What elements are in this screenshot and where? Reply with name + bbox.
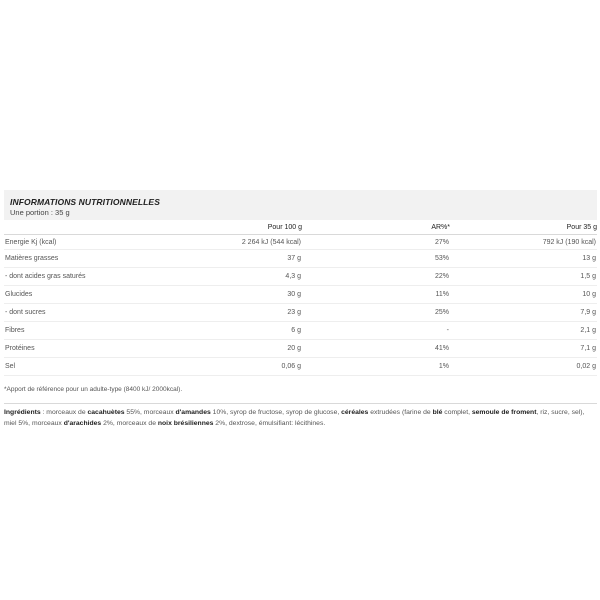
ingredient-highlight: d'amandes bbox=[175, 409, 211, 416]
value-per-35g: 2,1 g bbox=[580, 327, 596, 334]
nutrient-label: Fibres bbox=[5, 327, 25, 334]
ingredients-text bbox=[4, 407, 597, 429]
ingredient-highlight: cacahuètes bbox=[87, 409, 125, 416]
nutrient-label: - dont sucres bbox=[5, 309, 46, 316]
ingredient-text: 10%, syrop de fructose, syrop de glucose, bbox=[210, 409, 342, 416]
ingredient-text: complet, bbox=[442, 409, 472, 416]
nutrient-label: Energie Kj (kcal) bbox=[5, 238, 57, 246]
nutrient-label: - dont acides gras saturés bbox=[5, 273, 86, 280]
value-ar: 25% bbox=[434, 309, 449, 316]
nutrition-panel bbox=[4, 190, 597, 429]
table-row bbox=[4, 286, 597, 304]
value-per-100g: 23 g bbox=[287, 309, 301, 316]
column-header-ar: AR%* bbox=[302, 220, 450, 235]
divider bbox=[4, 403, 597, 404]
nutrient-label: Matières grasses bbox=[5, 255, 59, 262]
column-header-per-100g: Pour 100 g bbox=[154, 220, 302, 235]
value-ar: 22% bbox=[434, 273, 449, 280]
value-ar: 41% bbox=[434, 345, 449, 352]
value-ar: 11% bbox=[435, 291, 449, 298]
value-ar: - bbox=[446, 327, 449, 334]
table-row bbox=[4, 322, 597, 340]
value-per-100g: 37 g bbox=[287, 255, 301, 262]
ingredient-highlight: céréales bbox=[341, 409, 369, 416]
value-per-100g: 2 264 kJ (544 kcal) bbox=[241, 238, 301, 246]
value-per-100g: 4,3 g bbox=[285, 273, 301, 280]
value-per-35g: 7,9 g bbox=[580, 309, 596, 316]
nutrition-rows bbox=[4, 235, 597, 376]
reference-footnote: *Apport de référence pour un adulte-type (8400 kJ/ 2000kcal). bbox=[4, 386, 183, 393]
nutrient-label: Glucides bbox=[5, 291, 33, 298]
ingredient-text: 2%, dextrose, émulsifiant: lécithines. bbox=[213, 420, 326, 427]
ingredient-highlight: d'arachides bbox=[63, 420, 102, 427]
ingredient-text: , riz, sucre, sel), miel 5%, morceaux bbox=[4, 409, 585, 427]
nutrition-table bbox=[4, 220, 597, 376]
nutrition-header bbox=[4, 190, 597, 220]
value-ar: 27% bbox=[434, 238, 449, 246]
value-per-35g: 1,5 g bbox=[580, 273, 596, 280]
value-per-100g: 20 g bbox=[287, 345, 301, 352]
value-per-35g: 13 g bbox=[582, 255, 596, 262]
nutrient-label: Protéines bbox=[5, 345, 35, 352]
value-per-35g: 7,1 g bbox=[580, 345, 596, 352]
ingredient-highlight: semoule de froment bbox=[471, 409, 537, 416]
column-header-nutrient bbox=[4, 220, 154, 235]
table-row bbox=[4, 304, 597, 322]
value-per-35g: 0,02 g bbox=[576, 363, 596, 370]
value-per-35g: 792 kJ (190 kcal) bbox=[542, 238, 596, 246]
value-ar: 1% bbox=[438, 363, 449, 370]
ingredient-text: extrudées (farine de bbox=[368, 409, 433, 416]
value-ar: 53% bbox=[434, 255, 449, 262]
ingredient-text: 55%, morceaux bbox=[124, 409, 176, 416]
ingredient-text: 2%, morceaux de bbox=[101, 420, 158, 427]
nutrient-label: Sel bbox=[5, 363, 16, 370]
nutrition-title: INFORMATIONS NUTRITIONNELLES bbox=[10, 197, 160, 207]
portion-size: Une portion : 35 g bbox=[10, 208, 70, 217]
ingredient-highlight: noix brésiliennes bbox=[157, 420, 214, 427]
table-header-row bbox=[4, 220, 597, 235]
column-header-per-35g: Pour 35 g bbox=[450, 220, 597, 235]
value-per-35g: 10 g bbox=[582, 291, 596, 298]
table-row bbox=[4, 250, 597, 268]
table-row bbox=[4, 358, 597, 376]
ingredient-text: : morceaux de bbox=[40, 409, 88, 416]
table-row bbox=[4, 268, 597, 286]
ingredient-highlight: blé bbox=[432, 409, 443, 416]
table-row bbox=[4, 340, 597, 358]
value-per-100g: 0,06 g bbox=[281, 363, 301, 370]
value-per-100g: 30 g bbox=[287, 291, 301, 298]
ingredient-highlight: Ingrédients bbox=[4, 409, 41, 416]
value-per-100g: 6 g bbox=[291, 327, 301, 334]
table-row bbox=[4, 235, 597, 250]
